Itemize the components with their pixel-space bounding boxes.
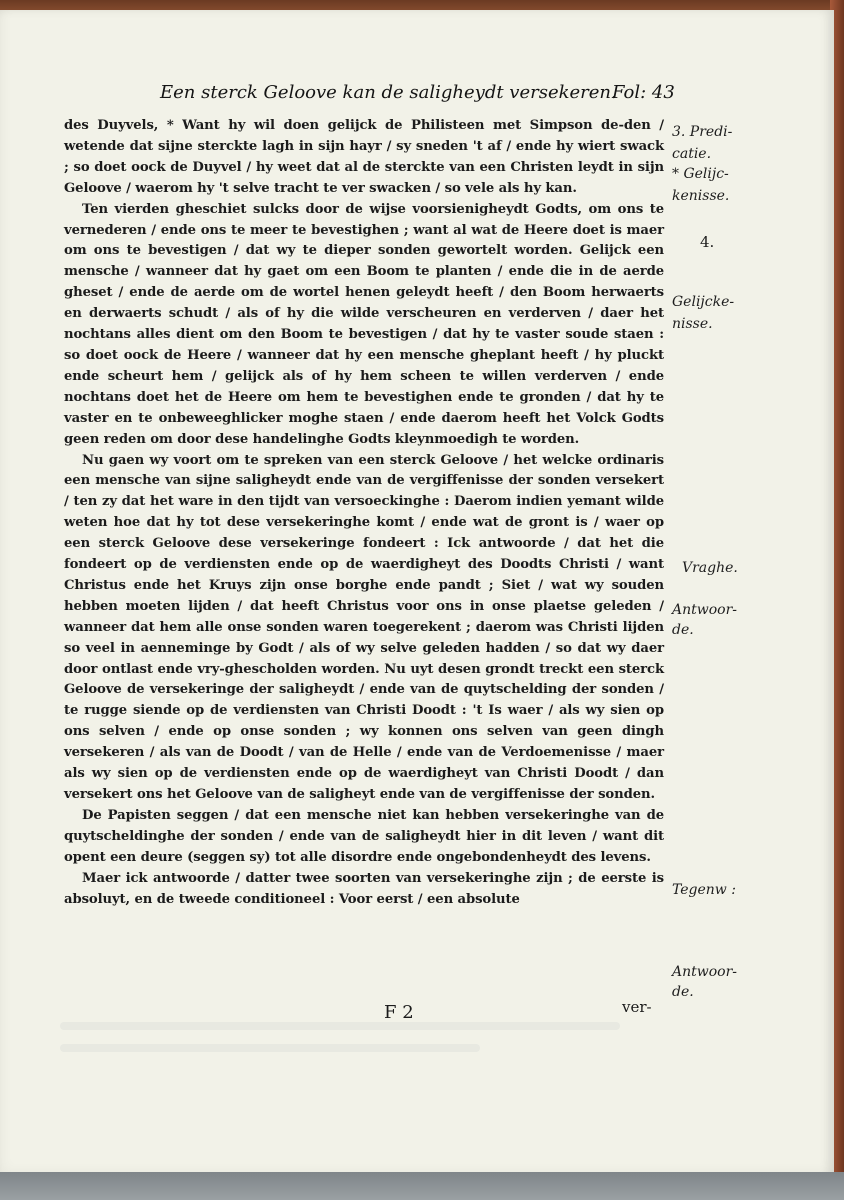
margin-note: 4. xyxy=(700,233,715,251)
margin-note: Tegenw : xyxy=(672,882,736,898)
paragraph: Nu gaen wy voort om te spreken van een sterck Geloove / het welcke ordinaris een mensche van sijne saligheydt ende van de vergiffenisse der sonden versekert / ten zy dat het ware in den tijdt van versoeckinghe : Daerom indien yemant wilde weten hoe dat hy tot dese versekeringhe komt / ende wat de gront is / waer op een sterck Geloove dese versekeringe fondeert : Ick antwoorde / dat het die fondeert op de verdiensten ende op de waerdigheyt des Doodts Christi / want Christus ende het Kruys zijn onse borghe ende pandt ; Siet / wat wy souden hebben moeten lijden / dat heeft Christus voor ons in onse plaetse geleden / wanneer dat hem alle onse sonden waren toegerekent ; daerom was Christi lijden so veel in aenneminge by Godt / als of wy selve geleden hadden / so dat wy daer door ontlast ende vry-ghescholden worden. Nu uyt desen grondt treckt een sterck Geloove de versekeringe der saligheydt / ende van de quytschelding der sonden / te rugge siende op de verdiensten van Christi Doodt : 't Is waer / als wy sien op ons selven / ende op onse sonden ; wy konnen ons selven van geen dingh versekeren / als van de Doodt / van de Helle / ende van de Verdoemenisse / maer als wy sien op de verdiensten ende op de waerdigheyt van Christi Doodt / dan versekert ons het Geloove van de saligheyt ende van de vergiffenisse der sonden. xyxy=(64,452,664,802)
margin-note: nisse. xyxy=(672,316,713,332)
signature-mark: F 2 xyxy=(384,1002,414,1023)
page-shadow xyxy=(0,1172,844,1200)
margin-note: Vraghe. xyxy=(682,560,738,576)
running-header xyxy=(60,78,680,108)
show-through-line xyxy=(60,1044,480,1052)
margin-note: de. xyxy=(672,984,694,1000)
margin-note: Antwoor- xyxy=(672,602,738,618)
paragraph: Maer ick antwoorde / datter twee soorten van versekeringhe zijn ; de eerste is absoluyt, en de tweede conditioneel : Voor eerst / een absolute xyxy=(64,870,664,907)
running-title: Een sterck Geloove kan de saligheydt versekeren. xyxy=(160,82,617,103)
margin-note: kenisse. xyxy=(672,188,730,204)
margin-note: Antwoor- xyxy=(672,964,738,980)
body-text xyxy=(64,116,664,910)
margin-note: de. xyxy=(672,622,694,638)
paragraph: Ten vierden gheschiet sulcks door de wijse voorsienigheydt Godts, om ons te vernederen / ende ons te meer te bevestighen ; want al wat de Heere doet is maer om ons te bevestigen / dat wy te dieper sonden gewortelt worden. Gelijck een mensche / wanneer dat hy gaet om een Boom te planten / ende die in de aerde gheset / ende de aerde om de wortel henen geleydt heeft / den Boom herwaerts en derwaerts schudt / als of hy die wilde verscheuren en verderven / daer het nochtans alles dient om den Boom te bevestigen / dat hy te vaster soude staen : so doet oock de Heere / wanneer dat hy een mensche gheplant heeft / hy pluckt ende scheurt hem / gelijck als of hy hem scheen te willen verderven / ende nochtans doet het de Heere om hem te bevestighen ende te gronden / dat hy te vaster en te onbeweeghlicker moghe staen / ende daerom heeft het Volck Godts geen reden om door dese handelinghe Godts kleynmoedigh te worden. xyxy=(64,201,664,447)
margin-note: * Gelijc- xyxy=(672,166,729,182)
paragraph: De Papisten seggen / dat een mensche niet kan hebben versekeringhe van de quytscheldinghe der sonden / ende van de saligheydt hier in dit leven / want dit opent een deure (seggen sy) tot alle disordre ende ongebondenheydt des levens. xyxy=(64,807,664,865)
paragraph: des Duyvels, * Want hy wil doen gelijck de Philisteen met Simpson de-den / wetende dat sijne sterckte lagh in sijn hayr / sy sneden 't af / ende hy wiert swack ; so doet oock de Duyvel / hy weet dat al de sterckte van een Christen leydt in sijn Geloove / waerom hy 't selve tracht te ver swacken / so vele als hy kan. xyxy=(64,118,664,196)
margin-note: Gelijcke- xyxy=(672,294,735,310)
folio-number: Fol: 43 xyxy=(612,82,675,103)
show-through-line xyxy=(60,1022,620,1030)
margin-note: catie. xyxy=(672,146,712,162)
margin-note: 3. Predi- xyxy=(672,124,733,140)
catchword: ver- xyxy=(622,998,652,1016)
